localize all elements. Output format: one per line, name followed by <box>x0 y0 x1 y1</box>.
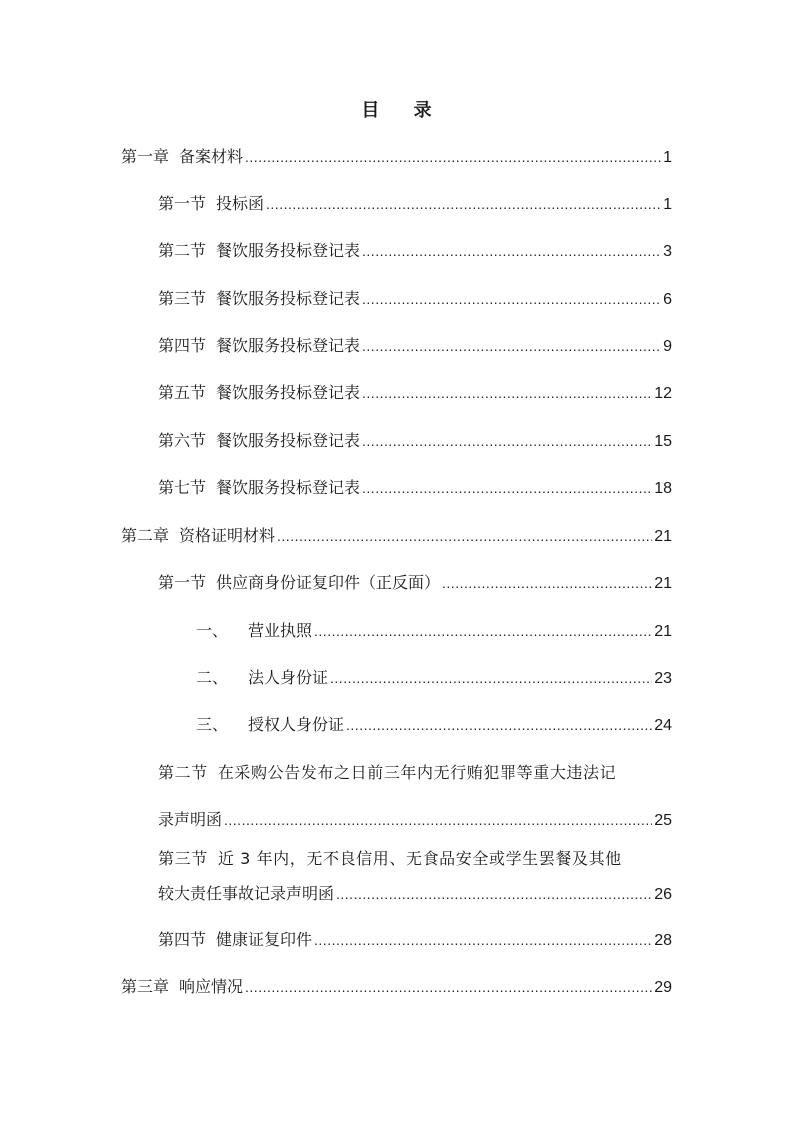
page-number: 21 <box>654 575 672 592</box>
page-number: 24 <box>654 717 672 734</box>
leader-dots <box>245 145 661 169</box>
leader-dots <box>362 334 661 358</box>
page-number: 29 <box>654 979 672 996</box>
leader-dots <box>362 476 652 500</box>
toc-entry-section-1-1[interactable] <box>158 192 672 216</box>
leader-dots <box>362 381 652 405</box>
entry-text: 餐饮服务投标登记表 <box>216 431 361 450</box>
page-number: 6 <box>663 291 672 308</box>
entry-text: 餐饮服务投标登记表 <box>216 383 361 402</box>
entry-number: 第一节 <box>158 573 207 592</box>
leader-dots <box>277 524 652 548</box>
page-number: 28 <box>654 932 672 949</box>
entry-text-continued: 录声明函 <box>158 810 223 829</box>
page-number: 1 <box>663 149 672 166</box>
leader-dots <box>362 287 661 311</box>
page-number: 21 <box>654 623 672 640</box>
leader-dots <box>336 882 652 906</box>
toc-entry-section-1-7[interactable] <box>158 476 672 500</box>
toc-entry-item-legal-id[interactable] <box>196 666 672 690</box>
page-number: 1 <box>663 196 672 213</box>
page-number: 12 <box>654 385 672 402</box>
entry-number: 第四节 <box>158 336 207 355</box>
toc-entry-section-1-4[interactable] <box>158 334 672 358</box>
toc-entry-section-2-4[interactable] <box>158 928 672 952</box>
entry-number: 一、 <box>196 621 229 640</box>
toc-entry-section-2-1[interactable] <box>158 571 672 595</box>
leader-dots <box>266 192 661 216</box>
entry-number: 第七节 <box>158 478 207 497</box>
toc-entry-item-business-license[interactable] <box>196 619 672 643</box>
entry-text: 餐饮服务投标登记表 <box>216 241 361 260</box>
entry-number: 第五节 <box>158 383 207 402</box>
entry-number: 第二节 <box>158 241 207 260</box>
entry-text: 供应商身份证复印件（正反面） <box>216 573 441 592</box>
entry-text: 投标函 <box>216 194 265 213</box>
toc-entry-section-1-2[interactable] <box>158 239 672 263</box>
entry-text: 健康证复印件 <box>216 930 313 949</box>
entry-text: 在采购公告发布之日前三年内无行贿犯罪等重大违法记 <box>217 763 617 782</box>
leader-dots <box>362 429 652 453</box>
entry-number: 第三章 <box>121 977 170 996</box>
leader-dots <box>245 975 652 999</box>
toc-entry-section-2-2-line1[interactable] <box>158 761 616 785</box>
entry-text: 资格证明材料 <box>179 526 276 545</box>
leader-dots <box>314 928 652 952</box>
entry-number: 第二节 <box>158 763 208 782</box>
entry-text: 营业执照 <box>248 621 313 640</box>
toc-entry-section-1-5[interactable] <box>158 381 672 405</box>
page-number: 18 <box>654 480 672 497</box>
leader-dots <box>314 619 652 643</box>
toc-entry-section-2-3[interactable] <box>158 882 672 906</box>
leader-dots <box>330 666 652 690</box>
toc-entry-item-authorized-id[interactable] <box>196 713 672 737</box>
entry-text: 餐饮服务投标登记表 <box>216 289 361 308</box>
toc-entry-section-2-2[interactable] <box>158 808 672 832</box>
entry-text: 法人身份证 <box>248 668 329 687</box>
page-number: 3 <box>663 243 672 260</box>
entry-text: 备案材料 <box>179 147 244 166</box>
entry-number: 第三节 <box>158 289 207 308</box>
leader-dots <box>346 713 652 737</box>
toc-entry-chapter-2[interactable] <box>121 524 672 548</box>
entry-number: 第一章 <box>121 147 170 166</box>
toc-entry-section-1-3[interactable] <box>158 287 672 311</box>
entry-text: 餐饮服务投标登记表 <box>216 478 361 497</box>
entry-number: 第四节 <box>158 930 207 949</box>
entry-number: 三、 <box>196 715 229 734</box>
entry-text: 授权人身份证 <box>248 715 345 734</box>
entry-number: 第二章 <box>121 526 170 545</box>
entry-number: 二、 <box>196 668 229 687</box>
page-number: 26 <box>654 886 672 903</box>
leader-dots <box>442 571 652 595</box>
page-number: 23 <box>654 670 672 687</box>
toc-entry-section-1-6[interactable] <box>158 429 672 453</box>
page-number: 21 <box>654 528 672 545</box>
entry-text-continued: 较大责任事故记录声明函 <box>158 884 335 903</box>
entry-number: 第六节 <box>158 431 207 450</box>
entry-text: 响应情况 <box>179 977 244 996</box>
leader-dots <box>224 808 652 832</box>
page-number: 9 <box>663 338 672 355</box>
toc-entry-chapter-1[interactable] <box>121 145 672 169</box>
toc-title: 目 录 <box>361 100 446 121</box>
page-number: 25 <box>654 812 672 829</box>
entry-text: 餐饮服务投标登记表 <box>216 336 361 355</box>
toc-entry-section-2-3-line1[interactable] <box>158 847 622 871</box>
entry-number: 第一节 <box>158 194 207 213</box>
leader-dots <box>362 239 661 263</box>
entry-text: 近 3 年内，无不良信用、无食品安全或学生罢餐及其他 <box>217 849 622 868</box>
page-number: 15 <box>654 433 672 450</box>
toc-entry-chapter-3[interactable] <box>121 975 672 999</box>
entry-number: 第三节 <box>158 849 208 868</box>
